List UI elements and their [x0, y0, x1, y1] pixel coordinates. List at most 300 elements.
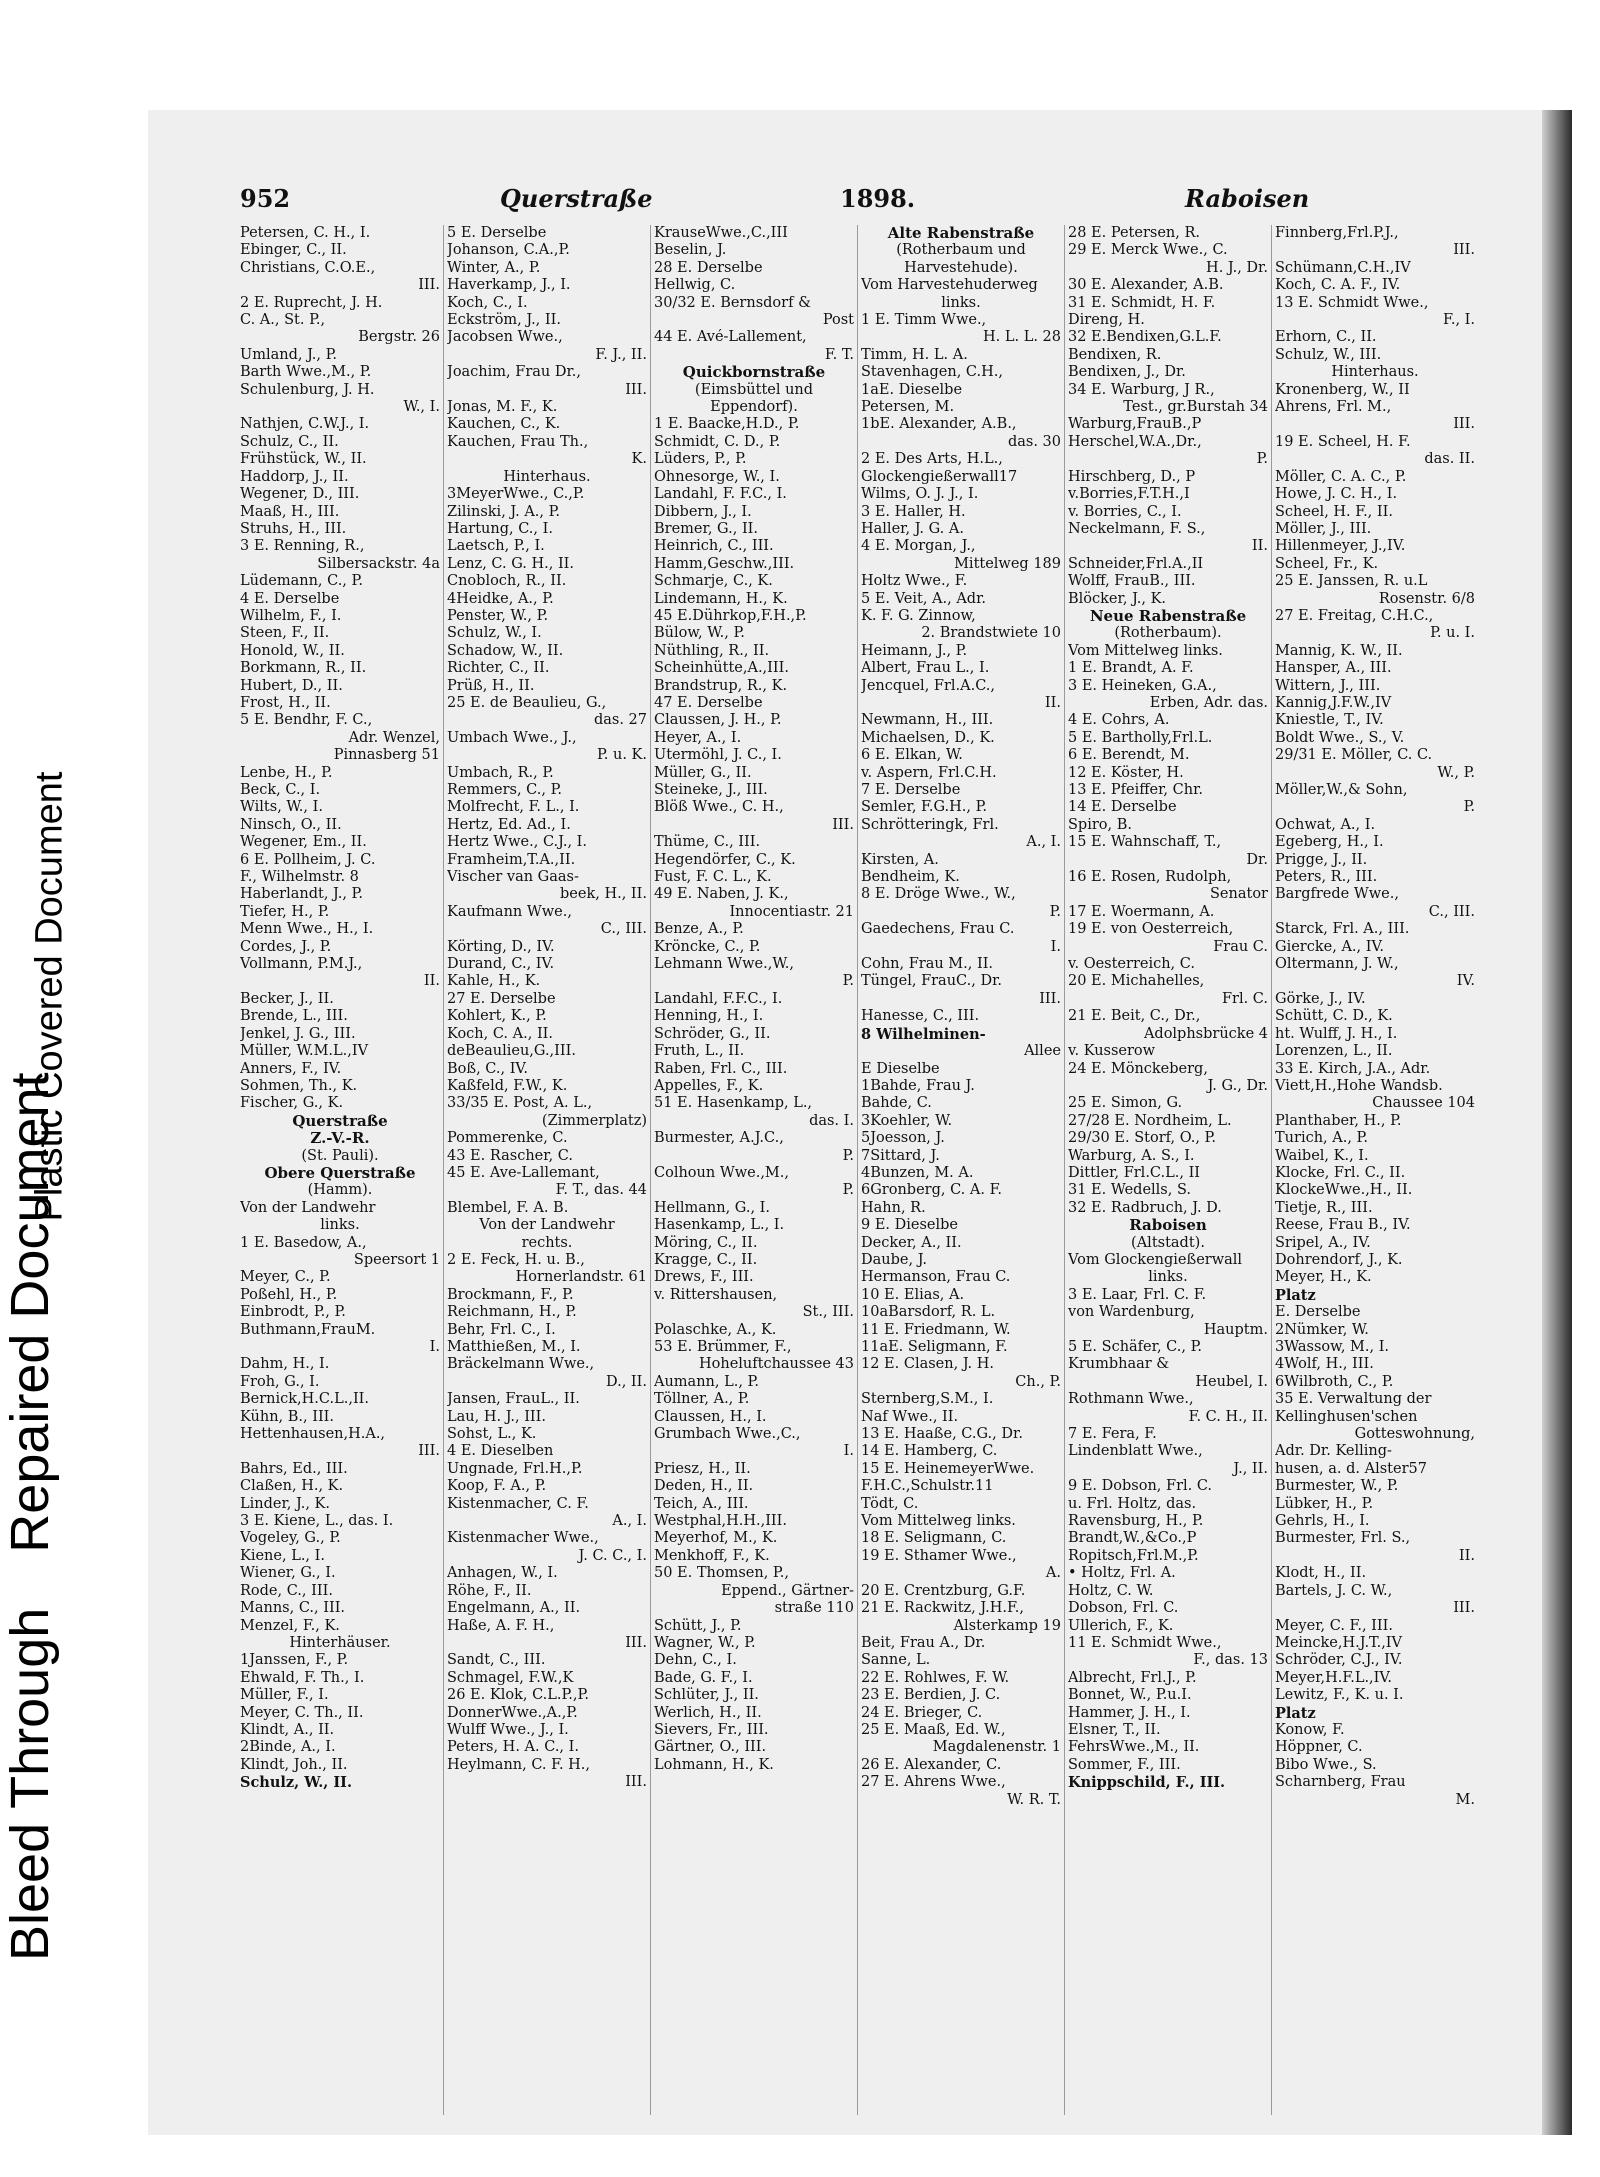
directory-entry: 25 E. Maaß, Ed. W., — [861, 1721, 1006, 1738]
directory-entry: Jacobsen Wwe., — [447, 329, 563, 346]
directory-entry: W., P. — [1437, 764, 1475, 781]
directory-entry: Maaß, H., III. — [240, 503, 340, 520]
directory-entry: 14 E. Hamberg, C. — [861, 1443, 998, 1460]
directory-entry: Frl. C. — [1221, 990, 1268, 1007]
directory-entry: Röhe, F., II. — [447, 1582, 532, 1599]
directory-entry: 22 E. Rohlwes, F. W. — [861, 1669, 1010, 1686]
directory-entry: Bendixen, J., Dr. — [1068, 364, 1186, 381]
directory-entry: Werlich, H., II. — [654, 1704, 762, 1721]
directory-entry: Lenbe, H., P. — [240, 764, 333, 781]
directory-entry: 30/32 E. Bernsdorf & — [654, 294, 811, 311]
directory-columns — [240, 225, 1475, 2115]
directory-entry: Heubel, I. — [1195, 1373, 1268, 1390]
directory-entry: beek, H., II. — [560, 886, 647, 903]
directory-entry: 3Koehler, W. — [861, 1112, 953, 1129]
directory-entry: Jonas, M. F., K. — [447, 399, 558, 416]
directory-entry: Kannig,J.F.W.,IV — [1275, 694, 1392, 711]
directory-entry: 15 E. HeinemeyerWwe. — [861, 1460, 1035, 1477]
directory-entry: Appelles, F., K. — [654, 1077, 764, 1094]
directory-entry: 19 E. Sthamer Wwe., — [861, 1547, 1017, 1564]
directory-entry: I. — [1050, 938, 1061, 955]
scan-side-labels — [0, 600, 145, 1961]
directory-entry: 29 E. Merck Wwe., C. — [1068, 242, 1228, 259]
directory-entry: Dittler, Frl.C.L., II — [1068, 1164, 1201, 1181]
directory-entry: III. — [1453, 242, 1475, 259]
directory-entry: Deden, H., II. — [654, 1478, 754, 1495]
directory-entry: Menkhoff, F., K. — [654, 1547, 770, 1564]
directory-entry: Müller, F., I. — [240, 1687, 329, 1704]
directory-entry: Sohmen, Th., K. — [240, 1077, 358, 1094]
directory-entry: Hillenmeyer, J.,IV. — [1275, 538, 1406, 555]
directory-entry: Wiener, G., I. — [240, 1565, 336, 1582]
directory-entry: deBeaulieu,G.,III. — [447, 1043, 576, 1060]
directory-entry: Viett,H.,Hohe Wandsb. — [1275, 1077, 1443, 1094]
directory-entry: Johanson, C.A.,P. — [447, 242, 570, 259]
directory-entry: 15 E. Wahnschaff, T., — [1068, 834, 1222, 851]
directory-entry: III. — [625, 381, 647, 398]
directory-entry: 25 E. Janssen, R. u.L — [1275, 573, 1428, 590]
directory-entry: Drews, F., III. — [654, 1269, 754, 1286]
directory-entry: (Rotherbaum und — [896, 242, 1026, 259]
directory-entry: Dobson, Frl. C. — [1068, 1600, 1179, 1617]
directory-entry: Bernick,H.C.L.,II. — [240, 1391, 370, 1408]
directory-entry: 6 E. Berendt, M. — [1068, 747, 1190, 764]
directory-entry: Steineke, J., III. — [654, 782, 768, 798]
directory-entry: Durand, C., IV. — [447, 956, 555, 973]
directory-entry: I. — [843, 1443, 854, 1460]
directory-entry: 31 E. Wedells, S. — [1068, 1182, 1191, 1199]
directory-entry: Petersen, M. — [861, 399, 955, 416]
directory-entry: H. L. L. 28 — [982, 329, 1061, 346]
directory-entry: 28 E. Petersen, R. — [1068, 225, 1200, 241]
directory-entry: Kistenmacher, C. F. — [447, 1495, 589, 1512]
directory-entry: Adr. Dr. Kelling- — [1275, 1443, 1392, 1460]
directory-entry: Bräckelmann Wwe., — [447, 1356, 595, 1373]
directory-entry: 29/30 E. Storf, O., P. — [1068, 1130, 1216, 1147]
directory-entry: 4Bunzen, M. A. — [861, 1164, 974, 1181]
directory-entry: Wagner, W., P. — [654, 1634, 756, 1651]
directory-entry: Priesz, H., II. — [654, 1460, 751, 1477]
directory-entry: Hamm,Geschw.,III. — [654, 555, 795, 572]
directory-entry: Boldt Wwe., S., V. — [1275, 729, 1405, 746]
directory-entry: links. — [941, 294, 981, 311]
directory-entry: 4Wolf, H., III. — [1275, 1356, 1374, 1373]
directory-entry: 47 E. Derselbe — [654, 694, 763, 711]
directory-entry: Heyer, A., I. — [654, 729, 742, 746]
directory-entry: Müller, G., II. — [654, 764, 752, 781]
directory-entry: F., Wilhelmstr. 8 — [240, 869, 359, 886]
directory-entry: Frühstück, W., II. — [240, 451, 367, 468]
directory-entry: F., das. 13 — [1193, 1652, 1268, 1669]
directory-entry: Haddorp, J., II. — [240, 468, 349, 485]
directory-entry: 45 E. Ave-Lallemant, — [447, 1164, 600, 1181]
directory-entry: 13 E. Haaße, C.G., Dr. — [861, 1426, 1023, 1443]
directory-entry: Schulz, W., I. — [447, 625, 542, 642]
directory-entry: Peters, H. A. C., I. — [447, 1739, 579, 1756]
directory-entry: Polaschke, A., K. — [654, 1321, 777, 1338]
directory-entry: F. T., das. 44 — [555, 1182, 647, 1199]
directory-entry: II. — [1458, 1547, 1475, 1564]
directory-entry: Molfrecht, F. L., I. — [447, 799, 580, 816]
directory-entry: I. — [429, 1339, 440, 1355]
directory-entry: Barth Wwe.,M., P. — [240, 364, 372, 381]
directory-entry: Lindemann, H., K. — [654, 590, 788, 607]
directory-entry: Wegener, Em., II. — [240, 834, 367, 851]
directory-entry: 19 E. Scheel, H. F. — [1275, 433, 1411, 450]
directory-entry: Thüme, C., III. — [654, 834, 761, 851]
directory-entry: D., II. — [605, 1373, 647, 1390]
directory-entry: 6 E. Pollheim, J. C. — [240, 851, 376, 868]
directory-entry: A., I. — [612, 1513, 647, 1530]
directory-entry: Meyer, C., P. — [240, 1269, 331, 1286]
directory-entry: II. — [1044, 694, 1061, 711]
directory-entry: Beck, C., I. — [240, 782, 321, 798]
directory-entry: Petersen, C. H., I. — [240, 225, 371, 241]
directory-entry: Buthmann,FrauM. — [240, 1321, 376, 1338]
directory-entry: Daube, J. — [861, 1251, 927, 1268]
directory-entry: Klocke, Frl. C., II. — [1275, 1164, 1406, 1181]
year-heading: 1898. — [840, 184, 916, 213]
directory-entry: Pinnasberg 51 — [333, 747, 440, 764]
directory-entry: Scheinhütte,A.,III. — [654, 660, 789, 677]
directory-entry: Ochwat, A., I. — [1275, 816, 1376, 833]
directory-entry: Krumbhaar & — [1068, 1356, 1170, 1373]
directory-entry: Bibo Wwe., S. — [1275, 1756, 1377, 1773]
directory-entry: Planthaber, H., P. — [1275, 1112, 1402, 1129]
directory-entry: Sternberg,S.M., I. — [861, 1391, 994, 1408]
directory-entry: 30 E. Alexander, A.B. — [1068, 277, 1224, 294]
directory-entry: Claussen, J. H., P. — [654, 712, 782, 729]
directory-entry: 1 E. Basedow, A., — [240, 1234, 367, 1251]
directory-entry: 20 E. Michahelles, — [1068, 973, 1205, 990]
directory-entry: Linder, J., K. — [240, 1495, 330, 1512]
directory-entry: Gotteswohnung, — [1354, 1426, 1475, 1443]
directory-entry: das. 27 — [593, 712, 647, 729]
directory-entry: FehrsWwe.,M., II. — [1068, 1739, 1200, 1756]
directory-entry: Heylmann, C. F. H., — [447, 1756, 591, 1773]
directory-entry: Becker, J., II. — [240, 990, 334, 1007]
directory-entry: 32 E.Bendixen,G.L.F. — [1068, 329, 1222, 346]
directory-entry: Zilinski, J. A., P. — [447, 503, 561, 520]
directory-entry: Möller,W.,& Sohn, — [1275, 782, 1408, 798]
directory-entry: Bahde, C. — [861, 1095, 932, 1112]
directory-entry: Test., gr.Burstah 34 — [1123, 399, 1268, 416]
section-heading: Querstraße — [292, 1112, 388, 1130]
directory-entry: Kragge, C., II. — [654, 1251, 758, 1268]
directory-entry: Alsterkamp 19 — [953, 1617, 1061, 1634]
directory-entry: Ebinger, C., II. — [240, 242, 347, 259]
directory-column-5 — [1068, 225, 1268, 2115]
directory-entry: Ropitsch,Frl.M.,P. — [1068, 1547, 1199, 1564]
directory-entry: Höppner, C. — [1275, 1739, 1363, 1756]
directory-entry: Ungnade, Frl.H.,P. — [447, 1460, 583, 1477]
directory-entry: Mannig, K. W., II. — [1275, 642, 1403, 659]
directory-entry: Allee — [1024, 1043, 1061, 1060]
directory-entry: P. — [842, 1147, 854, 1164]
directory-entry: 7Sittard, J. — [861, 1147, 940, 1164]
directory-entry: Hermanson, Frau C. — [861, 1269, 1011, 1286]
directory-entry: W., I. — [403, 399, 440, 416]
directory-entry: 24 E. Brieger, C. — [861, 1704, 983, 1721]
directory-entry: Hahn, R. — [861, 1199, 926, 1216]
column-divider — [1064, 225, 1065, 2115]
directory-entry: Schmagel, F.W.,K — [447, 1669, 574, 1686]
directory-entry: 9 E. Dieselbe — [861, 1217, 959, 1234]
directory-entry: 7 E. Derselbe — [861, 782, 961, 798]
directory-entry: Gärtner, O., III. — [654, 1739, 767, 1756]
directory-entry: 10aBarsdorf, R. L. — [861, 1304, 996, 1321]
directory-entry: Tüngel, FrauC., Dr. — [861, 973, 1003, 990]
directory-entry: 12 E. Clasen, J. H. — [861, 1356, 994, 1373]
directory-entry: Albrecht, Frl.J., P. — [1068, 1669, 1197, 1686]
directory-entry: Gaedechens, Frau C. — [861, 921, 1015, 938]
section-heading: Neue Rabenstraße — [1089, 607, 1247, 625]
directory-entry: links. — [320, 1217, 360, 1234]
plastic-covered-label: Plastic Covered Document — [28, 771, 71, 1222]
page-number: 952 — [240, 184, 291, 213]
directory-entry: 49 E. Naben, J. K., — [654, 886, 789, 903]
directory-entry: 21 E. Rackwitz, J.H.F., — [861, 1600, 1024, 1617]
directory-entry: das. I. — [809, 1112, 854, 1129]
directory-entry: Remmers, C., P. — [447, 782, 563, 798]
directory-entry: Meyer, C. F., III. — [1275, 1617, 1393, 1634]
directory-entry: Beselin, J. — [654, 242, 727, 259]
directory-entry: 32 E. Radbruch, J. D. — [1068, 1199, 1222, 1216]
directory-entry: 13 E. Pfeiffer, Chr. — [1068, 782, 1204, 798]
directory-entry: III. — [1039, 990, 1061, 1007]
left-street-title: Querstraße — [500, 184, 653, 213]
directory-entry: Holtz, C. W. — [1068, 1582, 1154, 1599]
directory-entry: Von der Landwehr — [479, 1217, 615, 1234]
directory-entry: Kiene, L., I. — [240, 1547, 325, 1564]
directory-entry: C., III. — [1428, 903, 1475, 920]
directory-entry: III. — [418, 1443, 440, 1460]
directory-entry: Vom Mittelweg links. — [861, 1513, 1016, 1530]
directory-entry: 11 E. Schmidt Wwe., — [1068, 1634, 1222, 1651]
directory-entry: Lindenblatt Wwe., — [1068, 1443, 1203, 1460]
directory-entry: Struhs, H., III. — [240, 520, 347, 537]
directory-entry: Utermöhl, J. C., I. — [654, 747, 782, 764]
directory-entry: Lübker, H., P. — [1275, 1495, 1374, 1512]
directory-entry: Innocentiastr. 21 — [729, 903, 854, 920]
directory-entry: 29/31 E. Möller, C. C. — [1275, 747, 1433, 764]
directory-entry: 1 E. Baacke,H.D., P. — [654, 416, 800, 433]
directory-entry: III. — [625, 1774, 647, 1791]
directory-entry: F. J., II. — [595, 346, 647, 363]
directory-entry: Howe, J. C. H., I. — [1275, 486, 1398, 503]
directory-entry: 6 E. Elkan, W. — [861, 747, 963, 764]
directory-entry: von Wardenburg, — [1068, 1304, 1195, 1321]
directory-entry: Reichmann, H., P. — [447, 1304, 577, 1321]
directory-entry: Albert, Frau L., I. — [861, 660, 990, 677]
directory-entry: Post — [822, 312, 854, 329]
directory-entry: Bendheim, K. — [861, 869, 960, 886]
directory-entry: 43 E. Rascher, C. — [447, 1147, 573, 1164]
directory-entry: K. F. G. Zinnow, — [861, 607, 976, 624]
directory-entry: Schümann,C.H.,IV — [1275, 259, 1411, 276]
directory-entry: Wittern, J., III. — [1275, 677, 1381, 694]
directory-entry: Koch, C. A. F., IV. — [1275, 277, 1401, 294]
directory-entry: Burmester, W., P. — [1275, 1478, 1399, 1495]
directory-entry: P. u. K. — [596, 747, 647, 764]
directory-entry: Blöß Wwe., C. H., — [654, 799, 784, 816]
directory-entry: Lüdemann, C., P. — [240, 573, 363, 590]
directory-entry: Mittelweg 189 — [954, 555, 1061, 572]
directory-entry: Eppend., Gärtner- — [721, 1582, 854, 1599]
directory-entry: Ahrens, Frl. M., — [1275, 399, 1392, 416]
directory-entry: 6Gronberg, C. A. F. — [861, 1182, 1002, 1199]
directory-entry: Lewitz, F., K. u. I. — [1275, 1687, 1404, 1704]
directory-entry: W. R. T. — [1007, 1791, 1061, 1808]
directory-entry: Bülow, W., P. — [654, 625, 745, 642]
directory-entry: Bartels, J. C. W., — [1275, 1582, 1393, 1599]
directory-entry: Cordes, J., P. — [240, 938, 332, 955]
directory-entry: 4 E. Dieselben — [447, 1443, 554, 1460]
directory-entry: Nathjen, C.W.J., I. — [240, 416, 370, 433]
column-divider — [857, 225, 858, 2115]
directory-entry: 12 E. Köster, H. — [1068, 764, 1184, 781]
directory-entry: Sanne, L. — [861, 1652, 931, 1669]
directory-entry: III. — [418, 277, 440, 294]
directory-entry: Bremer, G., II. — [654, 520, 759, 537]
directory-entry: 33 E. Kirch, J.A., Adr. — [1275, 1060, 1431, 1077]
directory-entry: Turich, A., P. — [1275, 1130, 1368, 1147]
directory-entry: Sievers, Fr., III. — [654, 1721, 769, 1738]
directory-entry: Kniestle, T., IV. — [1275, 712, 1384, 729]
directory-entry: Schütt, C. D., K. — [1275, 1008, 1393, 1025]
directory-entry: 19 E. von Oesterreich, — [1068, 921, 1234, 938]
directory-entry: Landahl, F.F.C., I. — [654, 990, 783, 1007]
directory-entry: Sripel, A., IV. — [1275, 1234, 1371, 1251]
directory-entry: 2 E. Des Arts, H.L., — [861, 451, 1003, 468]
directory-entry: J. G., Dr. — [1207, 1077, 1268, 1094]
directory-entry: II. — [423, 973, 440, 990]
directory-entry: Hinterhaus. — [503, 468, 591, 485]
directory-entry: 5 E. Bendhr, F. C., — [240, 712, 373, 729]
directory-entry: Haße, A. F. H., — [447, 1617, 555, 1634]
directory-entry: Schütt, J., P. — [654, 1617, 742, 1634]
directory-entry: Möller, C. A. C., P. — [1275, 468, 1407, 485]
directory-entry: Schulz, W., II. — [240, 1774, 353, 1792]
directory-entry: Winter, A., P. — [447, 259, 541, 276]
bleed-through-label: Bleed Through — [0, 1607, 60, 1961]
directory-column-3 — [654, 225, 854, 2115]
directory-entry: Meyer, H., K. — [1275, 1269, 1372, 1286]
directory-entry: Ch., P. — [1015, 1373, 1061, 1390]
directory-entry: Semler, F.G.H., P. — [861, 799, 988, 816]
directory-entry: Ninsch, O., II. — [240, 816, 342, 833]
directory-entry: Starck, Frl. A., III. — [1275, 921, 1410, 938]
directory-entry: (Hamm). — [307, 1182, 373, 1199]
directory-entry: v. Aspern, Frl.C.H. — [861, 764, 997, 781]
directory-entry: • Holtz, Frl. A. — [1068, 1565, 1176, 1582]
directory-entry: Vogeley, G., P. — [240, 1530, 341, 1547]
directory-entry: 3 E. Kiene, L., das. I. — [240, 1513, 394, 1530]
right-street-title: Raboisen — [1185, 184, 1310, 213]
directory-entry: Reese, Frau B., IV. — [1275, 1217, 1411, 1234]
directory-entry: Schröder, C.J., IV. — [1275, 1652, 1403, 1669]
directory-entry: 25 E. Simon, G. — [1068, 1095, 1183, 1112]
directory-entry: Möring, C., II. — [654, 1234, 758, 1251]
directory-entry: 7 E. Fera, F. — [1068, 1426, 1157, 1443]
directory-entry: Teich, A., III. — [654, 1495, 749, 1512]
directory-entry: Bergstr. 26 — [358, 329, 440, 346]
directory-entry: Brandstrup, R., K. — [654, 677, 788, 694]
directory-entry: Cnobloch, R., II. — [447, 573, 567, 590]
directory-entry: Haverkamp, J., I. — [447, 277, 571, 294]
directory-entry: Kröncke, C., P. — [654, 938, 761, 955]
section-heading: Alte Rabenstraße — [887, 225, 1035, 242]
directory-entry: (Eimsbüttel und — [694, 381, 814, 398]
directory-entry: Blembel, F. A. B. — [447, 1199, 569, 1216]
directory-entry: Jencquel, Frl.A.C., — [861, 677, 996, 694]
directory-entry: Wilms, O. J. J., I. — [861, 486, 979, 503]
directory-entry: ht. Wulff, J. H., I. — [1275, 1025, 1398, 1042]
directory-entry: Glockengießerwall17 — [861, 468, 1018, 485]
directory-entry: Brende, L., III. — [240, 1008, 348, 1025]
directory-entry: 5 E. Veit, A., Adr. — [861, 590, 987, 607]
directory-entry: J. C. C., I. — [578, 1547, 647, 1564]
directory-entry: 23 E. Berdien, J. C. — [861, 1687, 1001, 1704]
section-heading: Z.-V.-R. — [310, 1130, 370, 1148]
directory-entry: Manns, C., III. — [240, 1600, 346, 1617]
directory-entry: Kistenmacher Wwe., — [447, 1530, 599, 1547]
directory-entry: (Zimmerplatz) — [541, 1112, 647, 1129]
directory-entry: Frost, H., II. — [240, 694, 331, 711]
directory-entry: Behr, Frl. C., I. — [447, 1321, 556, 1338]
directory-entry: Heinrich, C., III. — [654, 538, 774, 555]
directory-entry: F.H.C.,Schulstr.11 — [861, 1478, 994, 1495]
directory-entry: Kronenberg, W., II — [1275, 381, 1410, 398]
directory-entry: 11aE. Seligmann, F. — [861, 1339, 1008, 1355]
directory-entry: Warburg, A. S., I. — [1068, 1147, 1195, 1164]
directory-entry: Hanesse, C., III. — [861, 1008, 980, 1025]
directory-entry: das. II. — [1424, 451, 1475, 468]
directory-entry: 3Wassow, M., I. — [1275, 1339, 1390, 1355]
directory-entry: Menn Wwe., H., I. — [240, 921, 374, 938]
directory-entry: IV. — [1456, 973, 1475, 990]
directory-entry: P. — [1049, 903, 1061, 920]
directory-entry: Joachim, Frau Dr., — [447, 364, 582, 381]
directory-entry: Warburg,FrauB.,P — [1068, 416, 1202, 433]
directory-entry: Koop, F. A., P. — [447, 1478, 547, 1495]
directory-entry: 51 E. Hasenkamp, L., — [654, 1095, 813, 1112]
directory-entry: Neckelmann, F. S., — [1068, 520, 1206, 537]
directory-entry: Bonnet, W., P.u.I. — [1068, 1687, 1192, 1704]
directory-entry: Honold, W., II. — [240, 642, 345, 659]
directory-entry: Hinterhaus. — [1331, 364, 1419, 381]
directory-entry: Silbersackstr. 4a — [317, 555, 440, 572]
directory-entry: Konow, F. — [1275, 1721, 1345, 1738]
directory-entry: Kaßfeld, F.W., K. — [447, 1077, 568, 1094]
directory-entry: v. Borries, C., I. — [1068, 503, 1182, 520]
directory-entry: 2 E. Feck, H. u. B., — [447, 1251, 585, 1268]
directory-entry: Colhoun Wwe.,M., — [654, 1164, 789, 1181]
section-heading: Raboisen — [1129, 1217, 1207, 1235]
directory-entry: Nüthling, R., II. — [654, 642, 770, 659]
directory-entry: Görke, J., IV. — [1275, 990, 1366, 1007]
directory-entry: Hinterhäuser. — [289, 1634, 391, 1651]
directory-entry: Prüß, H., II. — [447, 677, 535, 694]
directory-entry: Schadow, W., II. — [447, 642, 564, 659]
directory-entry: 8 Wilhelminen- — [861, 1025, 986, 1043]
directory-entry: Kahle, H., K. — [447, 973, 541, 990]
directory-entry: Penster, W., P. — [447, 607, 549, 624]
directory-entry: Dohrendorf, J., K. — [1275, 1251, 1403, 1268]
directory-entry: Hirschberg, D., P — [1068, 468, 1196, 485]
directory-entry: Schulz, C., II. — [240, 433, 339, 450]
directory-entry: Direng, H. — [1068, 312, 1145, 329]
